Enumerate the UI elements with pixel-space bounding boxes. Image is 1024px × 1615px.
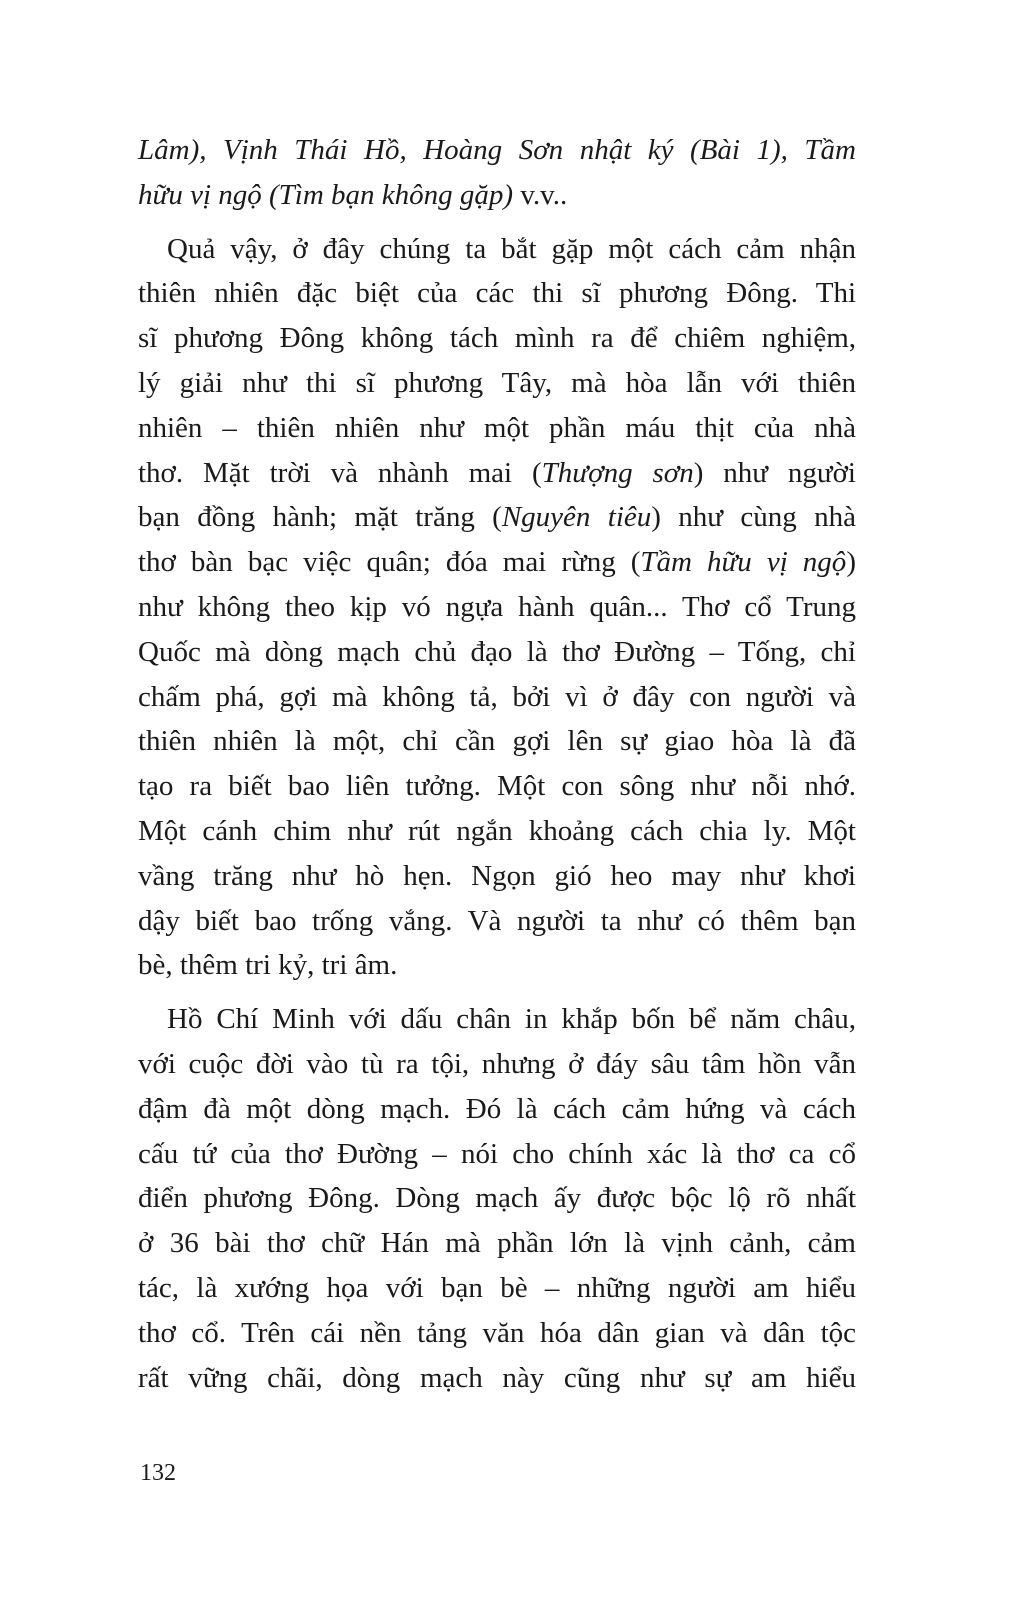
text: thiên nhiên là một, chỉ cần gợi lên sự giao hòa là đã — [138, 725, 856, 758]
text: v.v.. — [513, 178, 568, 211]
text: tác, là xướng họa với bạn bè – những người am hiểu — [138, 1271, 856, 1304]
text: bè, thêm tri kỷ, tri âm. — [138, 949, 398, 982]
text-line — [138, 719, 856, 764]
text: cấu tứ của thơ Đường – nói cho chính xác là thơ ca cổ — [138, 1137, 856, 1170]
text-line — [138, 406, 856, 451]
italic-text: Lâm), Vịnh Thái Hồ, Hoàng Sơn nhật ký (Bài 1), Tầm — [138, 134, 856, 166]
text-line — [138, 316, 856, 361]
text: Hồ Chí Minh với dấu chân in khắp bốn bể năm châu, — [167, 1003, 856, 1036]
text: thơ bàn bạc việc quân; đóa mai rừng ( — [138, 546, 641, 579]
text-line — [138, 997, 856, 1042]
text: vầng trăng như hò hẹn. Ngọn gió heo may như khơi — [138, 859, 856, 892]
text-line — [138, 271, 856, 316]
text-line — [138, 1176, 856, 1221]
text-line — [138, 899, 856, 944]
text: Quả vậy, ở đây chúng ta bắt gặp một cách cảm nhận — [167, 232, 856, 265]
italic-text: Tầm hữu vị ngộ — [640, 546, 847, 579]
page-number: 132 — [140, 1460, 176, 1486]
text: dậy biết bao trống vắng. Và người ta như có thêm bạn — [138, 904, 856, 937]
text: với cuộc đời vào tù ra tội, nhưng ở đáy sâu tâm hồn vẫn — [138, 1047, 856, 1080]
text-line — [138, 764, 856, 809]
text-line — [138, 361, 856, 406]
italic-text: Nguyên tiêu — [501, 501, 652, 534]
text-line — [138, 1356, 856, 1401]
text: Quốc mà dòng mạch chủ đạo là thơ Đường – Tống, chỉ — [138, 635, 856, 668]
text: thơ. Mặt trời và nhành mai ( — [138, 456, 542, 489]
text-line — [138, 1132, 856, 1177]
paragraph — [138, 997, 856, 1400]
text-line — [138, 809, 856, 854]
paragraph — [138, 128, 856, 218]
text: như không theo kịp vó ngựa hành quân... Thơ cổ Trung — [138, 590, 856, 623]
text-line — [138, 943, 856, 988]
text-line — [138, 854, 856, 899]
text: rất vững chãi, dòng mạch này cũng như sự am hiểu — [138, 1361, 856, 1394]
paragraph — [138, 227, 856, 989]
text-line — [138, 630, 856, 675]
text: nhiên – thiên nhiên như một phần máu thịt của nhà — [138, 411, 856, 444]
text-line — [138, 1266, 856, 1311]
text: thơ cổ. Trên cái nền tảng văn hóa dân gian và dân tộc — [138, 1316, 856, 1349]
text-line — [138, 495, 856, 540]
text-line — [138, 585, 856, 630]
text: đậm đà một dòng mạch. Đó là cách cảm hứng và cách — [138, 1092, 856, 1125]
text-line — [138, 128, 856, 173]
italic-text: hữu vị ngộ (Tìm bạn không gặp) — [138, 178, 514, 211]
text-line — [138, 1042, 856, 1087]
text: Một cánh chim như rút ngắn khoảng cách chia ly. Một — [138, 814, 856, 847]
text: tạo ra biết bao liên tưởng. Một con sông như nỗi nhớ. — [138, 770, 856, 803]
text-line — [138, 1311, 856, 1356]
page-body — [138, 128, 856, 1400]
text-line — [138, 1087, 856, 1132]
text-line — [138, 675, 856, 720]
text: lý giải như thi sĩ phương Tây, mà hòa lẫn với thiên — [138, 366, 856, 399]
text-line — [138, 1221, 856, 1266]
text-line — [138, 451, 856, 496]
text: chấm phá, gợi mà không tả, bởi vì ở đây con người và — [138, 680, 856, 713]
italic-text: Thượng sơn — [541, 456, 694, 489]
text: bạn đồng hành; mặt trăng ( — [138, 501, 502, 534]
text: ) như cùng nhà — [651, 501, 856, 534]
text-line — [138, 540, 856, 585]
text: ) như người — [693, 456, 856, 489]
text: thiên nhiên đặc biệt của các thi sĩ phương Đông. Thi — [138, 277, 856, 310]
text-line — [138, 227, 856, 272]
text: ) — [846, 546, 856, 579]
text-line — [138, 173, 856, 218]
text: ở 36 bài thơ chữ Hán mà phần lớn là vịnh cảnh, cảm — [138, 1227, 856, 1260]
text: điển phương Đông. Dòng mạch ấy được bộc lộ rõ nhất — [138, 1182, 856, 1215]
text: sĩ phương Đông không tách mình ra để chiêm nghiệm, — [138, 322, 856, 355]
